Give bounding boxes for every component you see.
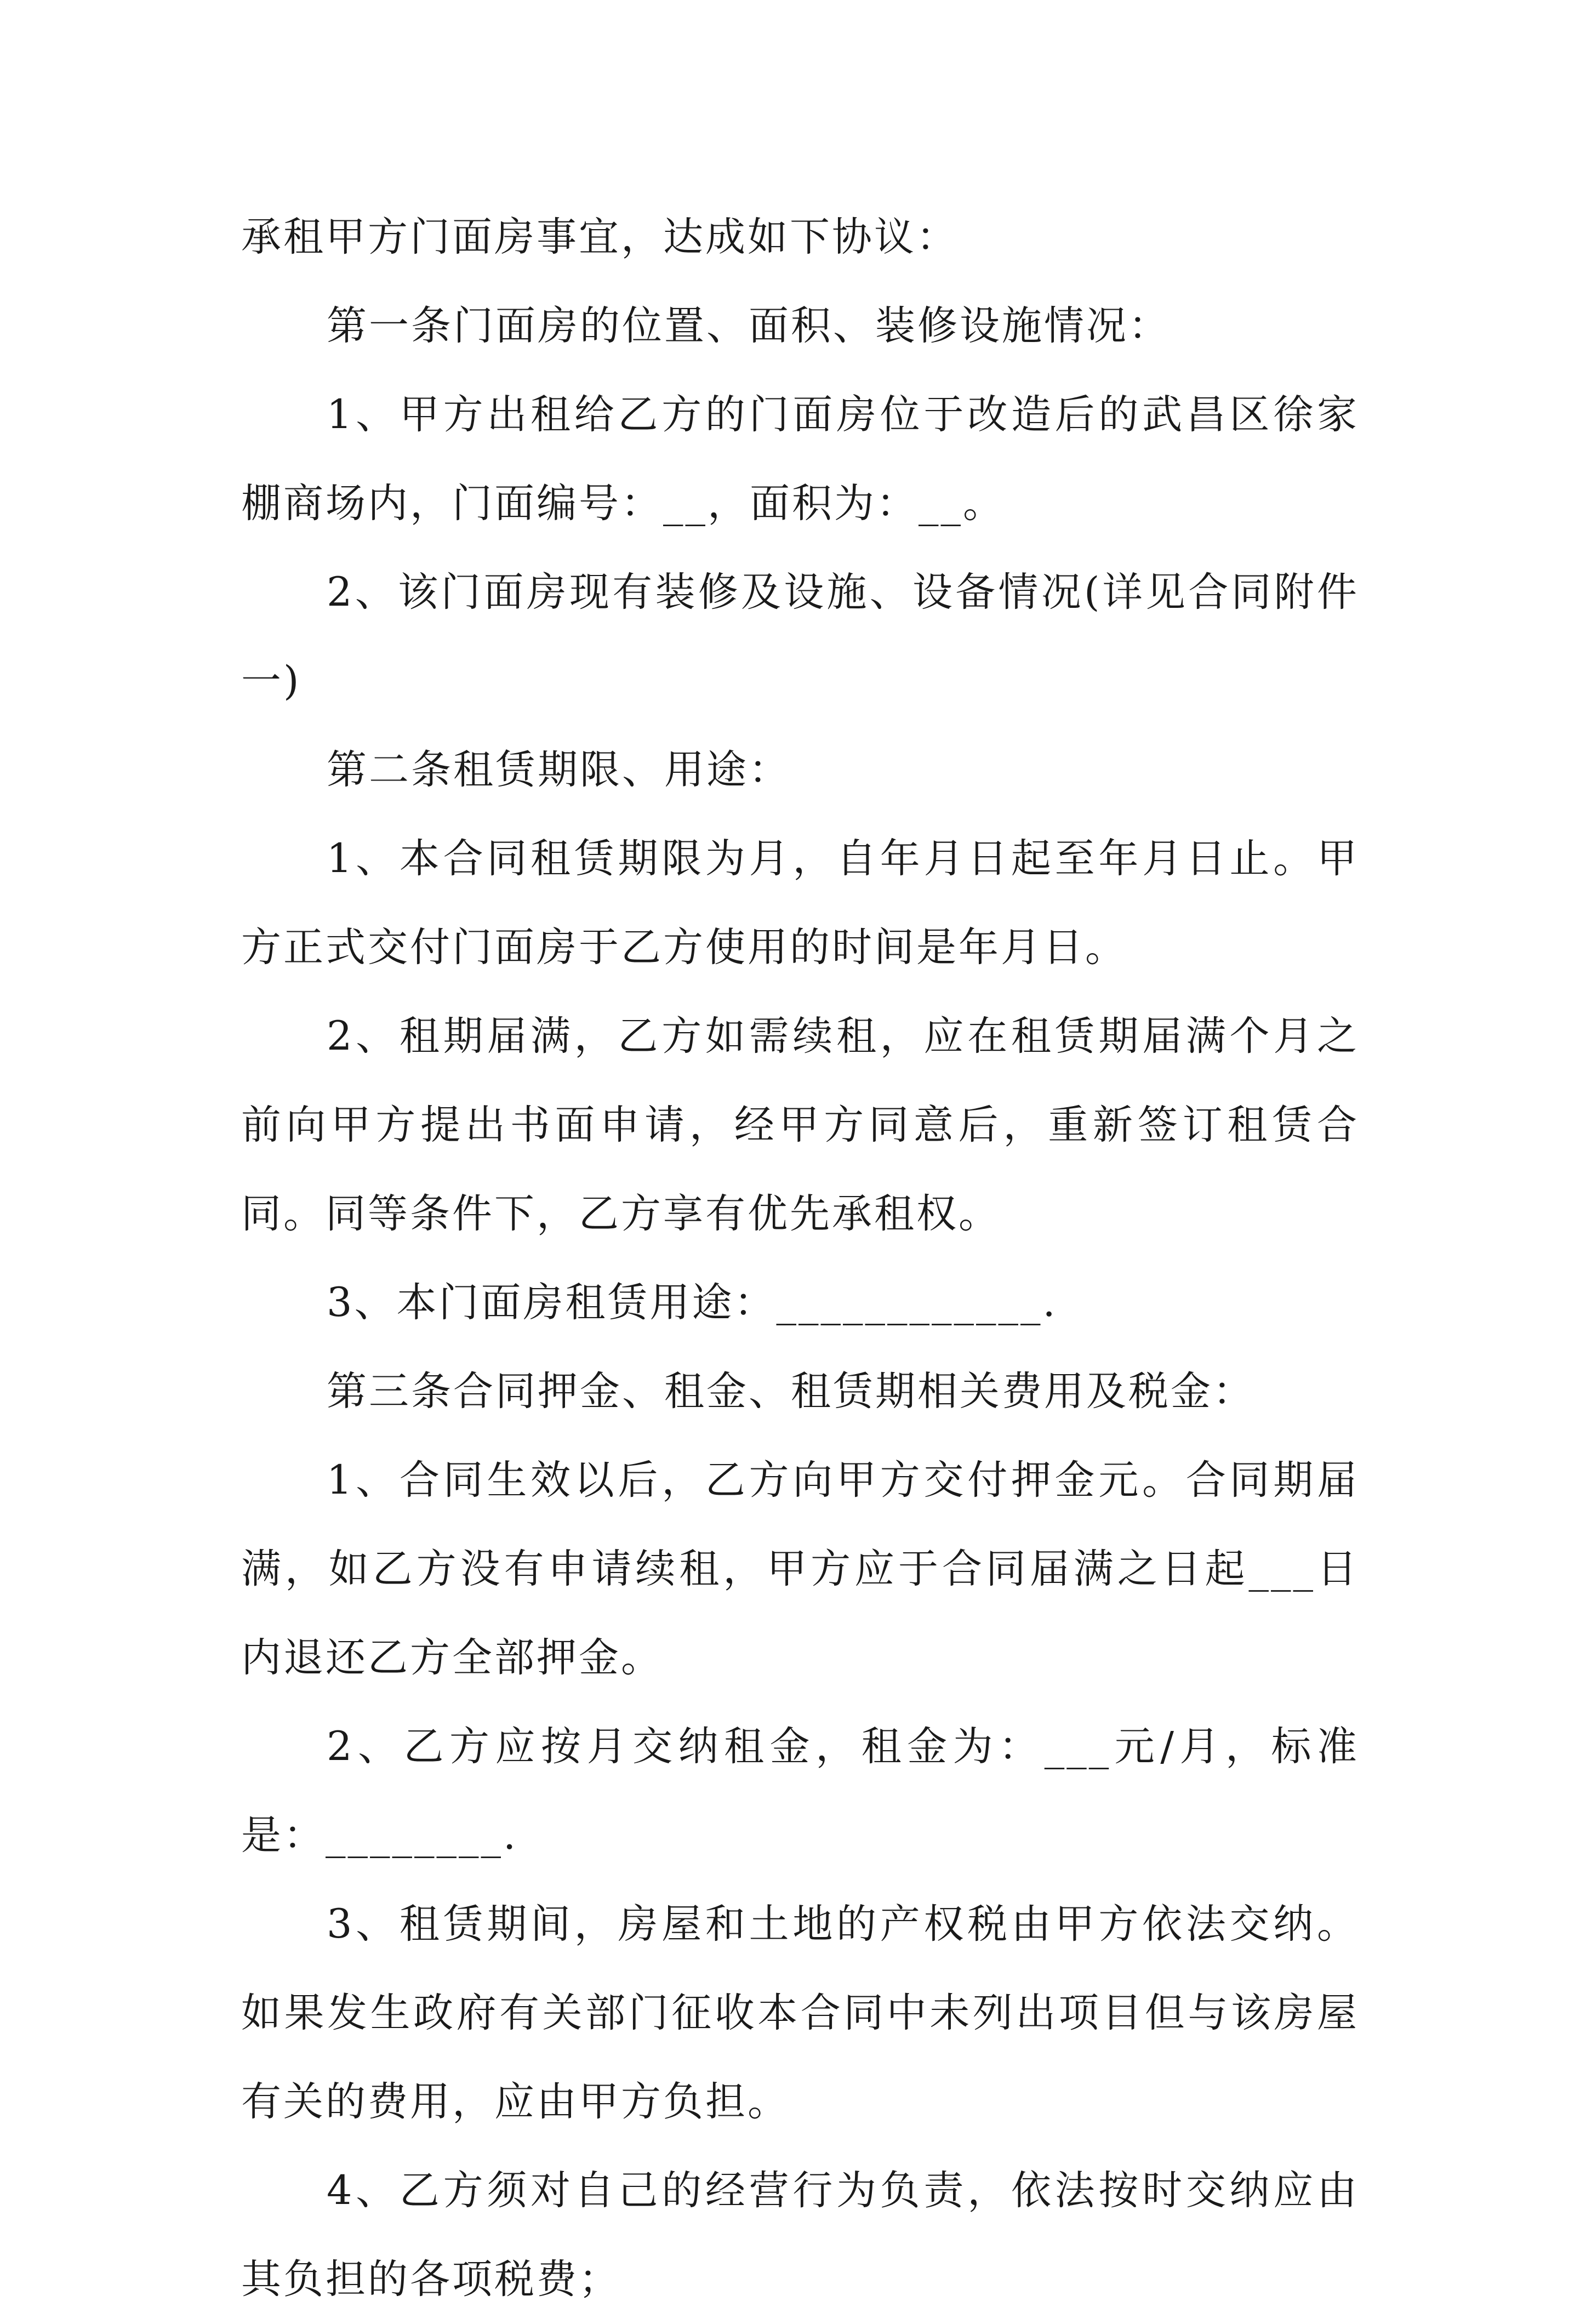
paragraph-article-2-item-1: 1、本合同租赁期限为月，自年月日起至年月日止。甲方正式交付门面房于乙方使用的时间是年月日。 (241, 835, 1359, 971)
paragraph-article-3-item-3: 3、租赁期间，房屋和土地的产权税由甲方依法交纳。如果发生政府有关部门征收本合同中未列出项目但与该房屋有关的费用，应由甲方负担。 (241, 1901, 1359, 2125)
paragraph-article-3-item-1: 1、合同生效以后，乙方向甲方交付押金元。合同期届满，如乙方没有申请续租，甲方应于合同届满之日起___日内退还乙方全部押金。 (241, 1457, 1359, 1681)
paragraph-article-3-item-2: 2、乙方应按月交纳租金，租金为：___元/月，标准是：________. (241, 1723, 1359, 1859)
document-body (241, 193, 1359, 2324)
paragraph-article-2-item-3: 3、本门面房租赁用途：____________. (327, 1279, 1058, 1326)
paragraph-article-1-item-2: 2、该门面房现有装修及设施、设备情况(详见合同附件一) (241, 569, 1359, 704)
paragraph-article-2-heading: 第二条租赁期限、用途： (327, 747, 791, 793)
paragraph-intro: 承租甲方门面房事宜，达成如下协议： (241, 214, 959, 260)
paragraph-article-3-heading: 第三条合同押金、租金、租赁期相关费用及税金： (327, 1368, 1255, 1415)
paragraph-article-1-heading: 第一条门面房的位置、面积、装修设施情况： (327, 303, 1171, 349)
paragraph-article-3-item-4: 4、乙方须对自己的经营行为负责，依法按时交纳应由其负担的各项税费； (241, 2167, 1359, 2303)
paragraph-article-2-item-2: 2、租期届满，乙方如需续租，应在租赁期届满个月之前向甲方提出书面申请，经甲方同意后，重新签订租赁合同。同等条件下，乙方享有优先承租权。 (241, 1013, 1359, 1237)
paragraph-article-1-item-1: 1、甲方出租给乙方的门面房位于改造后的武昌区徐家棚商场内，门面编号：__，面积为：__。 (241, 391, 1359, 527)
